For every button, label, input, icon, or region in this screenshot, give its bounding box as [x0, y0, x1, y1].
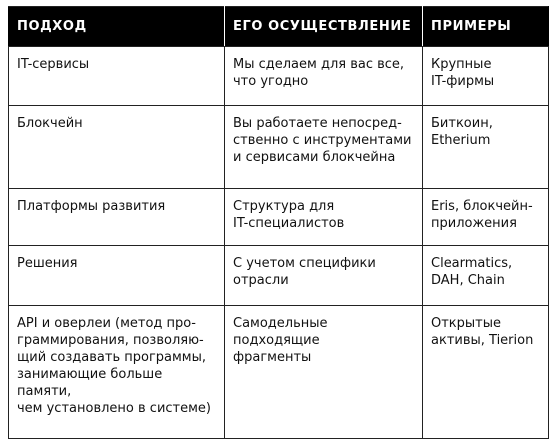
- header-approach: ПОДХОД: [9, 7, 225, 47]
- header-implementation: ЕГО ОСУЩЕСТВЛЕНИЕ: [225, 7, 423, 47]
- cell-implementation: Вы работаете непосред- ственно с инструментами и сервисами блокчейна: [225, 106, 423, 189]
- comparison-table: [8, 6, 549, 439]
- cell-approach: IT-сервисы: [9, 47, 225, 106]
- cell-examples: Биткоин, Etherium: [423, 106, 549, 189]
- table-row: [9, 189, 549, 246]
- table-header-row: [9, 7, 549, 47]
- cell-examples: Eris, блокчейн- приложения: [423, 189, 549, 246]
- table-row: [9, 246, 549, 306]
- table-row: [9, 306, 549, 439]
- cell-examples: Открытые активы, Tierion: [423, 306, 549, 439]
- table-row: [9, 47, 549, 106]
- cell-approach: Решения: [9, 246, 225, 306]
- cell-implementation: Структура для IT-специалистов: [225, 189, 423, 246]
- table-row: [9, 106, 549, 189]
- cell-examples: Крупные IT-фирмы: [423, 47, 549, 106]
- cell-implementation: С учетом специфики отрасли: [225, 246, 423, 306]
- cell-implementation: Мы сделаем для вас все, что угодно: [225, 47, 423, 106]
- cell-approach: Блокчейн: [9, 106, 225, 189]
- cell-approach: Платформы развития: [9, 189, 225, 246]
- cell-approach: API и оверлеи (метод про- граммирования, позволяю- щий создавать программы, занимающие больше памяти, чем установлено в системе): [9, 306, 225, 439]
- cell-examples: Clearmatics, DAH, Chain: [423, 246, 549, 306]
- header-examples: ПРИМЕРЫ: [423, 7, 549, 47]
- cell-implementation: Самодельные подходящие фрагменты: [225, 306, 423, 439]
